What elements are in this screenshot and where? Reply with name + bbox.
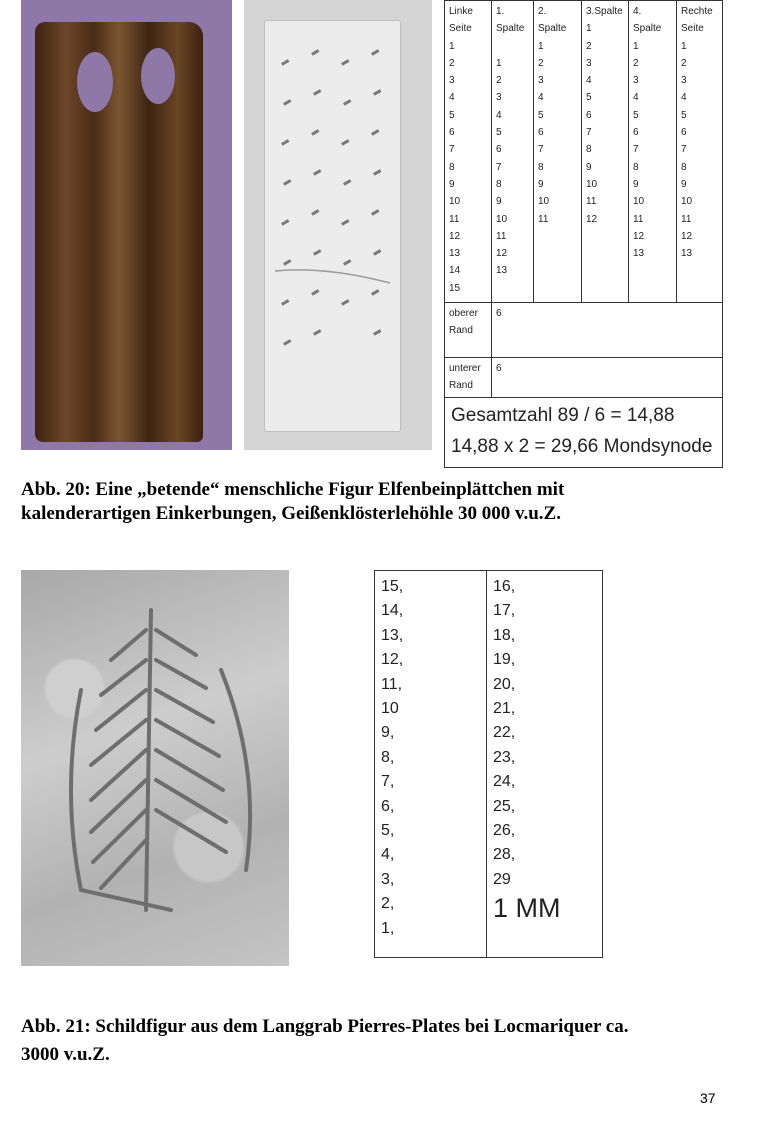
cell-value: 10 [538,196,550,208]
cell-value: 6 [538,127,544,139]
cell-value: 19, [493,651,516,669]
column-header: Linke Seite [449,6,473,35]
notch-marks [265,21,400,431]
column-values [381,575,480,941]
cell-value: 13 [681,248,693,260]
col-spalte-2 [534,1,582,303]
cell-value: 12 [586,213,598,225]
cell-value: 9 [496,196,502,208]
column-values [681,38,718,263]
cell-value: 23, [493,748,516,766]
cell-value: 3 [449,75,455,87]
cell-value: 9 [538,178,544,190]
cell-value: 3 [538,75,544,87]
cell-value: 7, [381,773,395,791]
cell-value: 7 [538,144,544,156]
unit-label: 1 MM [493,893,561,924]
cell-value: 11 [633,213,644,225]
cell-value: 4 [496,109,502,121]
table-row [445,303,723,358]
calendar-count-table [444,0,723,468]
cell-value: 13 [633,248,645,260]
cell-value: 14, [381,602,404,620]
cell-value: 2 [538,57,544,69]
cell-value: 2 [681,57,687,69]
column-header: Rechte Seite [681,6,713,35]
cell-value: 12 [633,230,645,242]
cell-value: 11, [381,675,403,693]
caption-line: Abb. 20: Eine „betende“ menschliche Figur Elfenbeinplättchen mit [21,479,565,500]
cell-value: 12 [496,248,508,260]
cell-value: 1 [449,40,455,52]
cell-value: 4 [681,92,687,104]
column-values [496,38,529,280]
cell-value: 29 [493,870,511,888]
cell-value: 10 [681,196,693,208]
cell-value: 9 [633,178,639,190]
cell-value: 4 [633,92,639,104]
cell-value: 10 [633,196,645,208]
column-header: 2. Spalte [538,6,567,35]
column-values [449,38,487,297]
caption-line: Abb. 21: Schildfigur aus dem Langgrab Pierres-Plates bei Locmariquer ca. [21,1016,629,1037]
bottom-edge-label: unterer Rand [445,358,492,398]
bottom-edge-value: 6 [492,358,723,398]
cell-value: 25, [493,797,516,815]
cell-value: 12 [449,230,461,242]
cell-value: 1 [633,40,639,52]
col-spalte-1 [492,1,534,303]
cell-value: 20, [493,675,516,693]
cell-value: 11 [449,213,460,225]
col-rechte-seite [677,1,723,303]
cell-value: 11 [496,230,507,242]
cell-value: 13 [496,265,508,277]
cell-value: 21, [493,700,516,718]
cell-value: 11 [681,213,692,225]
cell-value: 2 [496,75,502,87]
cell-value: 2 [586,40,592,52]
table-row [375,571,603,958]
cell-value: 6 [633,127,639,139]
cell-value: 8 [633,161,639,173]
cell-value: 5 [586,92,592,104]
cell-value: 5 [633,109,639,121]
cell-value: 7 [586,127,592,139]
cell-value: 4 [538,92,544,104]
cell-value: 7 [633,144,639,156]
total-cell [445,397,723,467]
figure-arm-gap-right [141,48,175,104]
cell-value: 26, [493,822,516,840]
cell-value: 1 [538,40,544,52]
cell-value: 5 [538,109,544,121]
cell-value: 11 [538,213,549,225]
cell-value: 9 [586,161,592,173]
cell-value: 8 [496,178,502,190]
cell-value: 9, [381,724,395,742]
cell-value: 6 [449,127,455,139]
cell-value: 15, [381,578,404,595]
tablet-notches-photo [244,0,432,450]
top-edge-value: 6 [492,303,723,358]
cell-value: 7 [449,144,455,156]
cell-value: 13 [449,248,461,260]
cell-value [496,38,529,55]
cell-value: 11 [586,196,597,208]
cell-value: 2, [381,895,395,913]
cell-value: 24, [493,773,516,791]
cell-value: 6 [496,144,502,156]
table-row [445,358,723,398]
cell-value: 2 [633,57,639,69]
page-number: 37 [700,1090,716,1106]
cell-value: 1 [681,40,687,52]
tablet-plate [264,20,401,432]
cell-value: 1 [496,57,502,69]
cell-value: 6 [681,127,687,139]
cell-value: 10 [496,213,508,225]
cell-value: 3 [496,92,502,104]
cell-value: 8 [538,161,544,173]
cell-value: 9 [681,178,687,190]
cell-value: 16, [493,578,516,595]
cell-value: 7 [681,144,687,156]
cell-value: 5, [381,822,395,840]
cell-value: 8 [449,161,455,173]
ivory-figure-photo [21,0,232,450]
cell-value: 1, [381,919,395,937]
cell-value: 3 [681,75,687,87]
cell-value: 12, [381,651,404,669]
col-spalte-3 [582,1,629,303]
total-line-2: 14,88 x 2 = 29,66 Mondsynode [451,435,713,457]
cell-value: 3 [586,57,592,69]
column-header: 4. Spalte [633,6,662,35]
cell-value: 6, [381,797,395,815]
col-spalte-4 [629,1,677,303]
caption-abb-21 [21,1013,751,1069]
table-row [445,1,723,303]
caption-line: kalenderartigen Einkerbungen, Geißenklösterlehöhle 30 000 v.u.Z. [21,503,561,524]
cell-value: 12 [681,230,693,242]
cell-value: 15 [449,282,461,294]
cell-value: 10 [449,196,461,208]
cell-value: 1 [586,23,592,35]
figure-arm-gap-left [77,52,113,112]
caption-abb-20 [21,478,751,526]
cell-value: 2 [449,57,455,69]
cell-value: 7 [496,161,502,173]
table-row [445,397,723,467]
cell-value: 3, [381,870,395,888]
column-header: 3.Spalte [586,6,623,17]
column-values [493,575,596,892]
cell-value: 8 [586,144,592,156]
cell-value: 4, [381,846,395,864]
cell-value: 10 [381,700,399,718]
column-header: 1. Spalte [496,6,525,35]
cell-value: 3 [633,75,639,87]
top-edge-label: oberer Rand [445,303,492,358]
total-line-1: Gesamtzahl 89 / 6 = 14,88 [451,404,675,426]
shield-figure-photo [21,570,289,966]
column-values [538,38,577,228]
cell-value: 9 [449,178,455,190]
cell-value: 8, [381,748,395,766]
cell-value: 5 [681,109,687,121]
shield-carving [21,570,289,966]
cell-value: 22, [493,724,516,742]
cell-value: 10 [586,178,598,190]
column-values [586,20,624,228]
cell-value: 5 [449,109,455,121]
column-values [633,38,672,263]
cell-value: 18, [493,626,516,644]
cell-value: 28, [493,846,516,864]
right-count-column [487,571,603,958]
caption-line: 3000 v.u.Z. [21,1044,110,1065]
cell-value: 4 [449,92,455,104]
cell-value: 13, [381,626,404,644]
moon-count-table [374,570,603,958]
cell-value: 8 [681,161,687,173]
left-count-column [375,571,487,958]
col-linke-seite [445,1,492,303]
cell-value: 17, [493,602,516,620]
cell-value: 4 [586,75,592,87]
ivory-figure-shape [35,22,203,442]
cell-value: 14 [449,265,461,277]
cell-value: 5 [496,127,502,139]
cell-value: 6 [586,109,592,121]
